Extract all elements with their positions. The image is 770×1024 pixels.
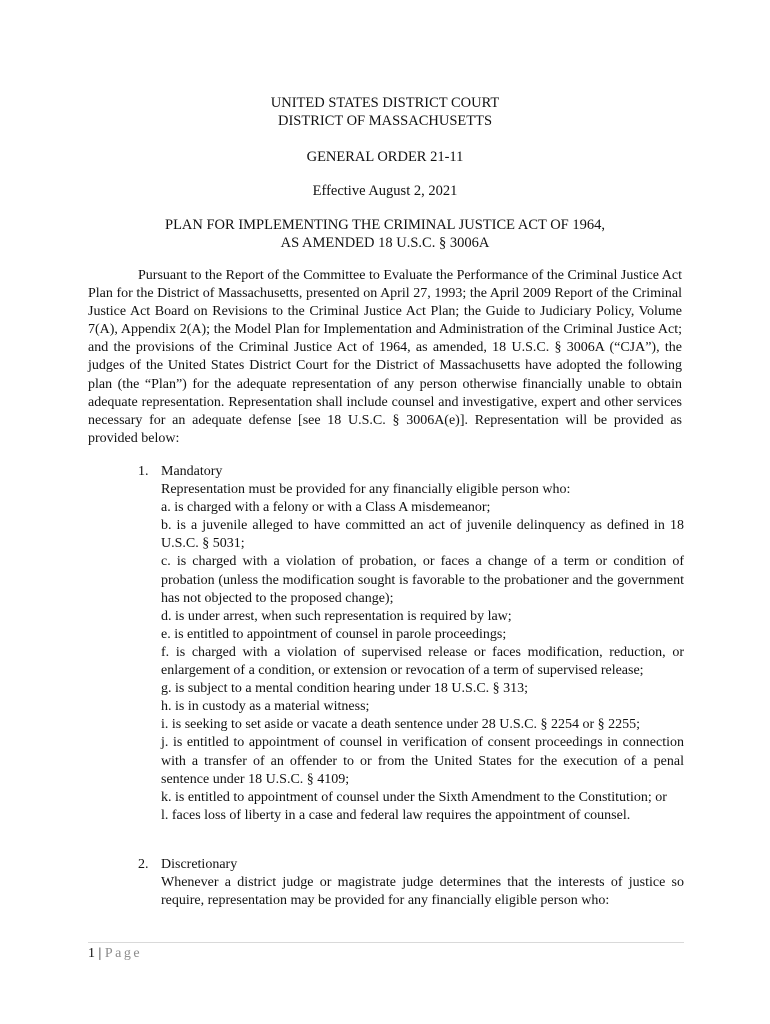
section-list-2 bbox=[138, 856, 684, 910]
section-title: Mandatory bbox=[161, 464, 223, 479]
section-number: 2. bbox=[138, 857, 149, 872]
list-item: b. is a juvenile alleged to have committed an act of juvenile delinquency as defined in 18 U.S.C. § 5031; bbox=[161, 518, 684, 552]
section-number: 1. bbox=[138, 464, 149, 479]
section-title: Discretionary bbox=[161, 857, 238, 872]
section-mandatory bbox=[138, 463, 684, 825]
list-item: j. is entitled to appointment of counsel in verification of consent proceedings in connection with a transfer of an offender to or from the United States for the execution of a penal sentence under 18 U.S.C. § 4109; bbox=[161, 735, 684, 787]
general-order-number: GENERAL ORDER 21-11 bbox=[306, 149, 464, 165]
page-number: 1 bbox=[88, 946, 95, 961]
page-label: Page bbox=[104, 946, 143, 961]
list-item: a. is charged with a felony or with a Class A misdemeanor; bbox=[161, 500, 491, 516]
effective-date: Effective August 2, 2021 bbox=[312, 183, 458, 199]
list-item: l. faces loss of liberty in a case and federal law requires the appointment of counsel. bbox=[161, 807, 631, 823]
list-item: i. is seeking to set aside or vacate a death sentence under 28 U.S.C. § 2254 or § 2255; bbox=[161, 717, 640, 733]
list-item: e. is entitled to appointment of counsel in parole proceedings; bbox=[161, 626, 507, 642]
footer-divider bbox=[88, 942, 684, 943]
list-item: k. is entitled to appointment of counsel under the Sixth Amendment to the Constitution; or bbox=[161, 789, 667, 805]
section-lead: Representation must be provided for any financially eligible person who: bbox=[161, 482, 571, 498]
list-item: h. is in custody as a material witness; bbox=[161, 699, 370, 715]
plan-title-line-1: PLAN FOR IMPLEMENTING THE CRIMINAL JUSTICE ACT OF 1964, bbox=[165, 217, 605, 233]
section-lead: Whenever a district judge or magistrate judge determines that the interests of justice so require, representation may be provided for any financially eligible person who: bbox=[161, 875, 684, 909]
district-name: DISTRICT OF MASSACHUSETTS bbox=[277, 113, 493, 129]
list-item: c. is charged with a violation of probation, or faces a change of a term or condition of probation (unless the modification sought is favorable to the probationer and the government has not objected to the proposed change); bbox=[161, 554, 684, 606]
footer-separator: | bbox=[98, 946, 102, 961]
intro-paragraph-block bbox=[88, 267, 682, 448]
court-name: UNITED STATES DISTRICT COURT bbox=[270, 95, 500, 111]
intro-paragraph: Pursuant to the Report of the Committee to Evaluate the Performance of the Criminal Justice Act Plan for the District of Massachusetts, presented on April 27, 1993; the April 2009 Report of the Criminal Justice Act Board on Revisions to the Criminal Justice Act Plan; the Guide to Judiciary Policy, Volume 7(A), Appendix 2(A); the Model Plan for Implementation and Administration of the Criminal Justice Act; and the provisions of the Criminal Justice Act of 1964, as amended, 18 U.S.C. § 3006A (“CJA”), the judges of the United States District Court for the District of Massachusetts have adopted the following plan (the “Plan”) for the adequate representation of any person otherwise financially unable to obtain adequate representation. Representation shall include counsel and investigative, expert and other services necessary for an adequate defense [see 18 U.S.C. § 3006A(e)]. Representation will be provided as provided below: bbox=[88, 268, 682, 446]
list-item: f. is charged with a violation of supervised release or faces modification, reduction, or enlargement of a condition, or extension or revocation of a term of supervised release; bbox=[161, 644, 684, 679]
list-item: g. is subject to a mental condition hearing under 18 U.S.C. § 313; bbox=[161, 681, 529, 697]
section-discretionary bbox=[138, 856, 684, 910]
section-list bbox=[138, 463, 684, 825]
page-footer bbox=[88, 945, 142, 963]
plan-title-line-2: AS AMENDED 18 U.S.C. § 3006A bbox=[280, 235, 490, 251]
list-item: d. is under arrest, when such representation is required by law; bbox=[161, 608, 512, 624]
